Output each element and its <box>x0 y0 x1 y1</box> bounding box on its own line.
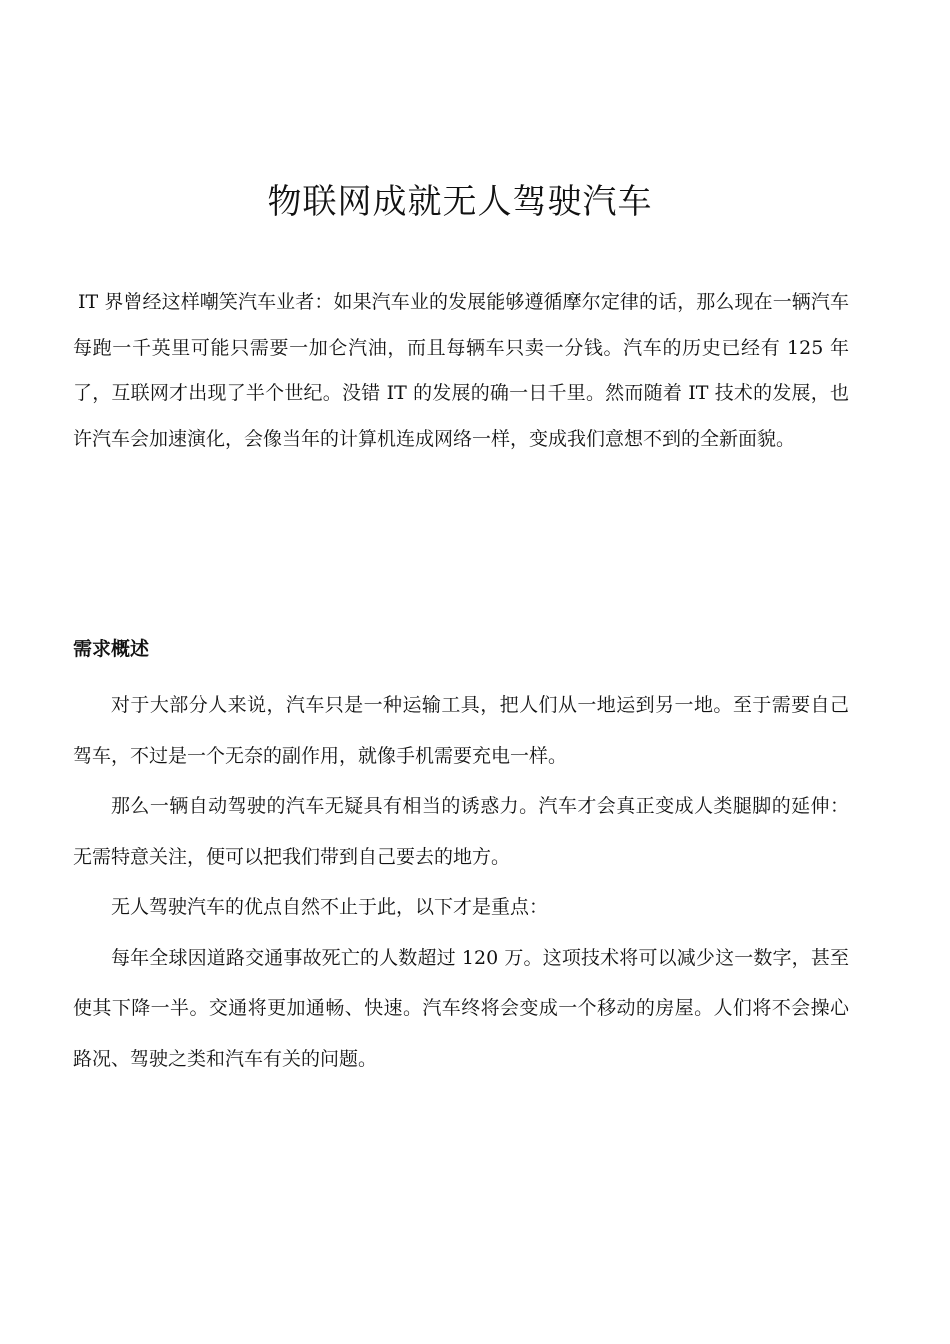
document-title: 物联网成就无人驾驶汽车 <box>267 182 653 222</box>
section-body <box>73 680 849 1084</box>
body-paragraph: 那么一辆自动驾驶的汽车无疑具有相当的诱惑力。汽车才会真正变成人类腿脚的延伸：无需特意关注，便可以把我们带到自己要去的地方。 <box>73 795 849 868</box>
body-paragraph: 对于大部分人来说，汽车只是一种运输工具，把人们从一地运到另一地。至于需要自己驾车，不过是一个无奈的副作用，就像手机需要充电一样。 <box>73 694 849 767</box>
body-paragraph: 无人驾驶汽车的优点自然不止于此，以下才是重点： <box>111 896 549 918</box>
intro-paragraph: IT 界曾经这样嘲笑汽车业者：如果汽车业的发展能够遵循摩尔定律的话，那么现在一辆汽车每跑一千英里可能只需要一加仑汽油，而且每辆车只卖一分钱。汽车的历史已经有 125 年了，互联网才出现了半个世纪。没错 IT 的发展的确一日千里。然而随着 IT 技术的发展，也许汽车会加速演化，会像当年的计算机连成网络一样，变成我们意想不到的全新面貌。 <box>73 291 849 450</box>
section-heading: 需求概述 <box>73 638 150 660</box>
body-paragraph: 每年全球因道路交通事故死亡的人数超过 120 万。这项技术将可以减少这一数字，甚至使其下降一半。交通将更加通畅、快速。汽车终将会变成一个移动的房屋。人们将不会操心路况、驾驶之类和汽车有关的问题。 <box>73 946 849 1070</box>
